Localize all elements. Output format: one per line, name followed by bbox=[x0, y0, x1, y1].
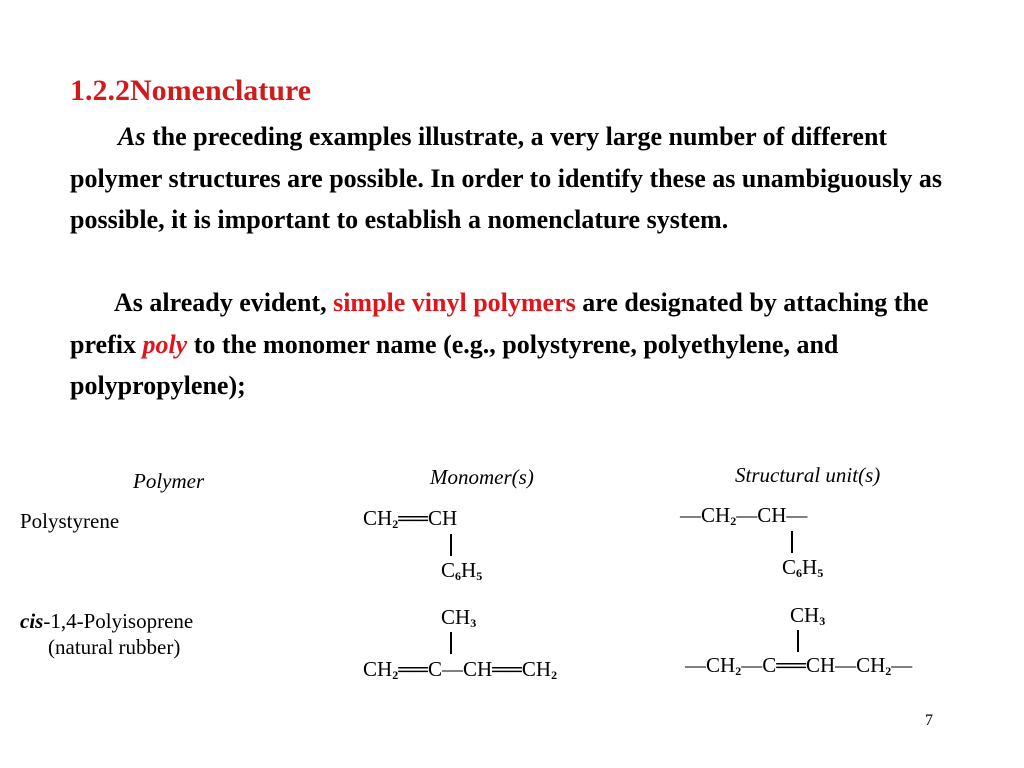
monomer-styrene-bond bbox=[450, 534, 452, 556]
paragraph-1-lead: As bbox=[118, 122, 146, 151]
paragraph-1-text: the preceding examples illustrate, a very large number of different polymer structures are possible. In order to identify these as unambiguously as possible, it is important to establish a nomenclature system. bbox=[70, 122, 943, 234]
highlight-vinyl-polymers: simple vinyl polymers bbox=[333, 288, 576, 317]
polymer-name-natural-rubber: (natural rubber) bbox=[48, 635, 181, 659]
page-number: 7 bbox=[925, 712, 933, 729]
unit-isoprene-main: $—CH_2—C══CH—CH_2—$ bbox=[685, 653, 913, 678]
paragraph-1 bbox=[70, 116, 970, 241]
paragraph-2-text-1: As already evident, bbox=[114, 288, 334, 317]
polymer-name-polystyrene: Polystyrene bbox=[20, 509, 120, 533]
header-polymer: Polymer bbox=[133, 469, 205, 493]
monomer-isoprene-methyl: $CH_3$ bbox=[441, 605, 477, 630]
slide-title: 1.2.2Nomenclature bbox=[70, 74, 312, 107]
highlight-poly-prefix: poly bbox=[142, 329, 188, 359]
monomer-styrene-main: $CH_2══CH$ bbox=[363, 506, 458, 531]
unit-isoprene-bond bbox=[797, 630, 799, 652]
paragraph-2-text-2: are designated by attaching the prefix bbox=[70, 288, 929, 359]
unit-isoprene-methyl: $CH_3$ bbox=[790, 603, 826, 628]
polymer-name-polyisoprene: cis-1,4-Polyisoprene bbox=[20, 609, 194, 633]
paragraph-2 bbox=[70, 282, 970, 407]
monomer-isoprene-bond bbox=[450, 632, 452, 654]
unit-styrene-main: $—CH_2—CH—$ bbox=[680, 503, 808, 528]
unit-styrene-bond bbox=[791, 531, 793, 553]
paragraph-2-text-3: to the monomer name (e.g., polystyrene, polyethylene, and polypropylene); bbox=[70, 329, 839, 400]
monomer-isoprene-main: $CH_2══C—CH══CH_2$ bbox=[363, 657, 558, 682]
header-structural-unit: Structural unit(s) bbox=[735, 463, 881, 487]
monomer-styrene-branch: $C_6H_5$ bbox=[441, 558, 483, 583]
header-monomer: Monomer(s) bbox=[430, 465, 534, 489]
unit-styrene-branch: $C_6H_5$ bbox=[782, 555, 824, 580]
structure-table bbox=[0, 455, 1024, 695]
